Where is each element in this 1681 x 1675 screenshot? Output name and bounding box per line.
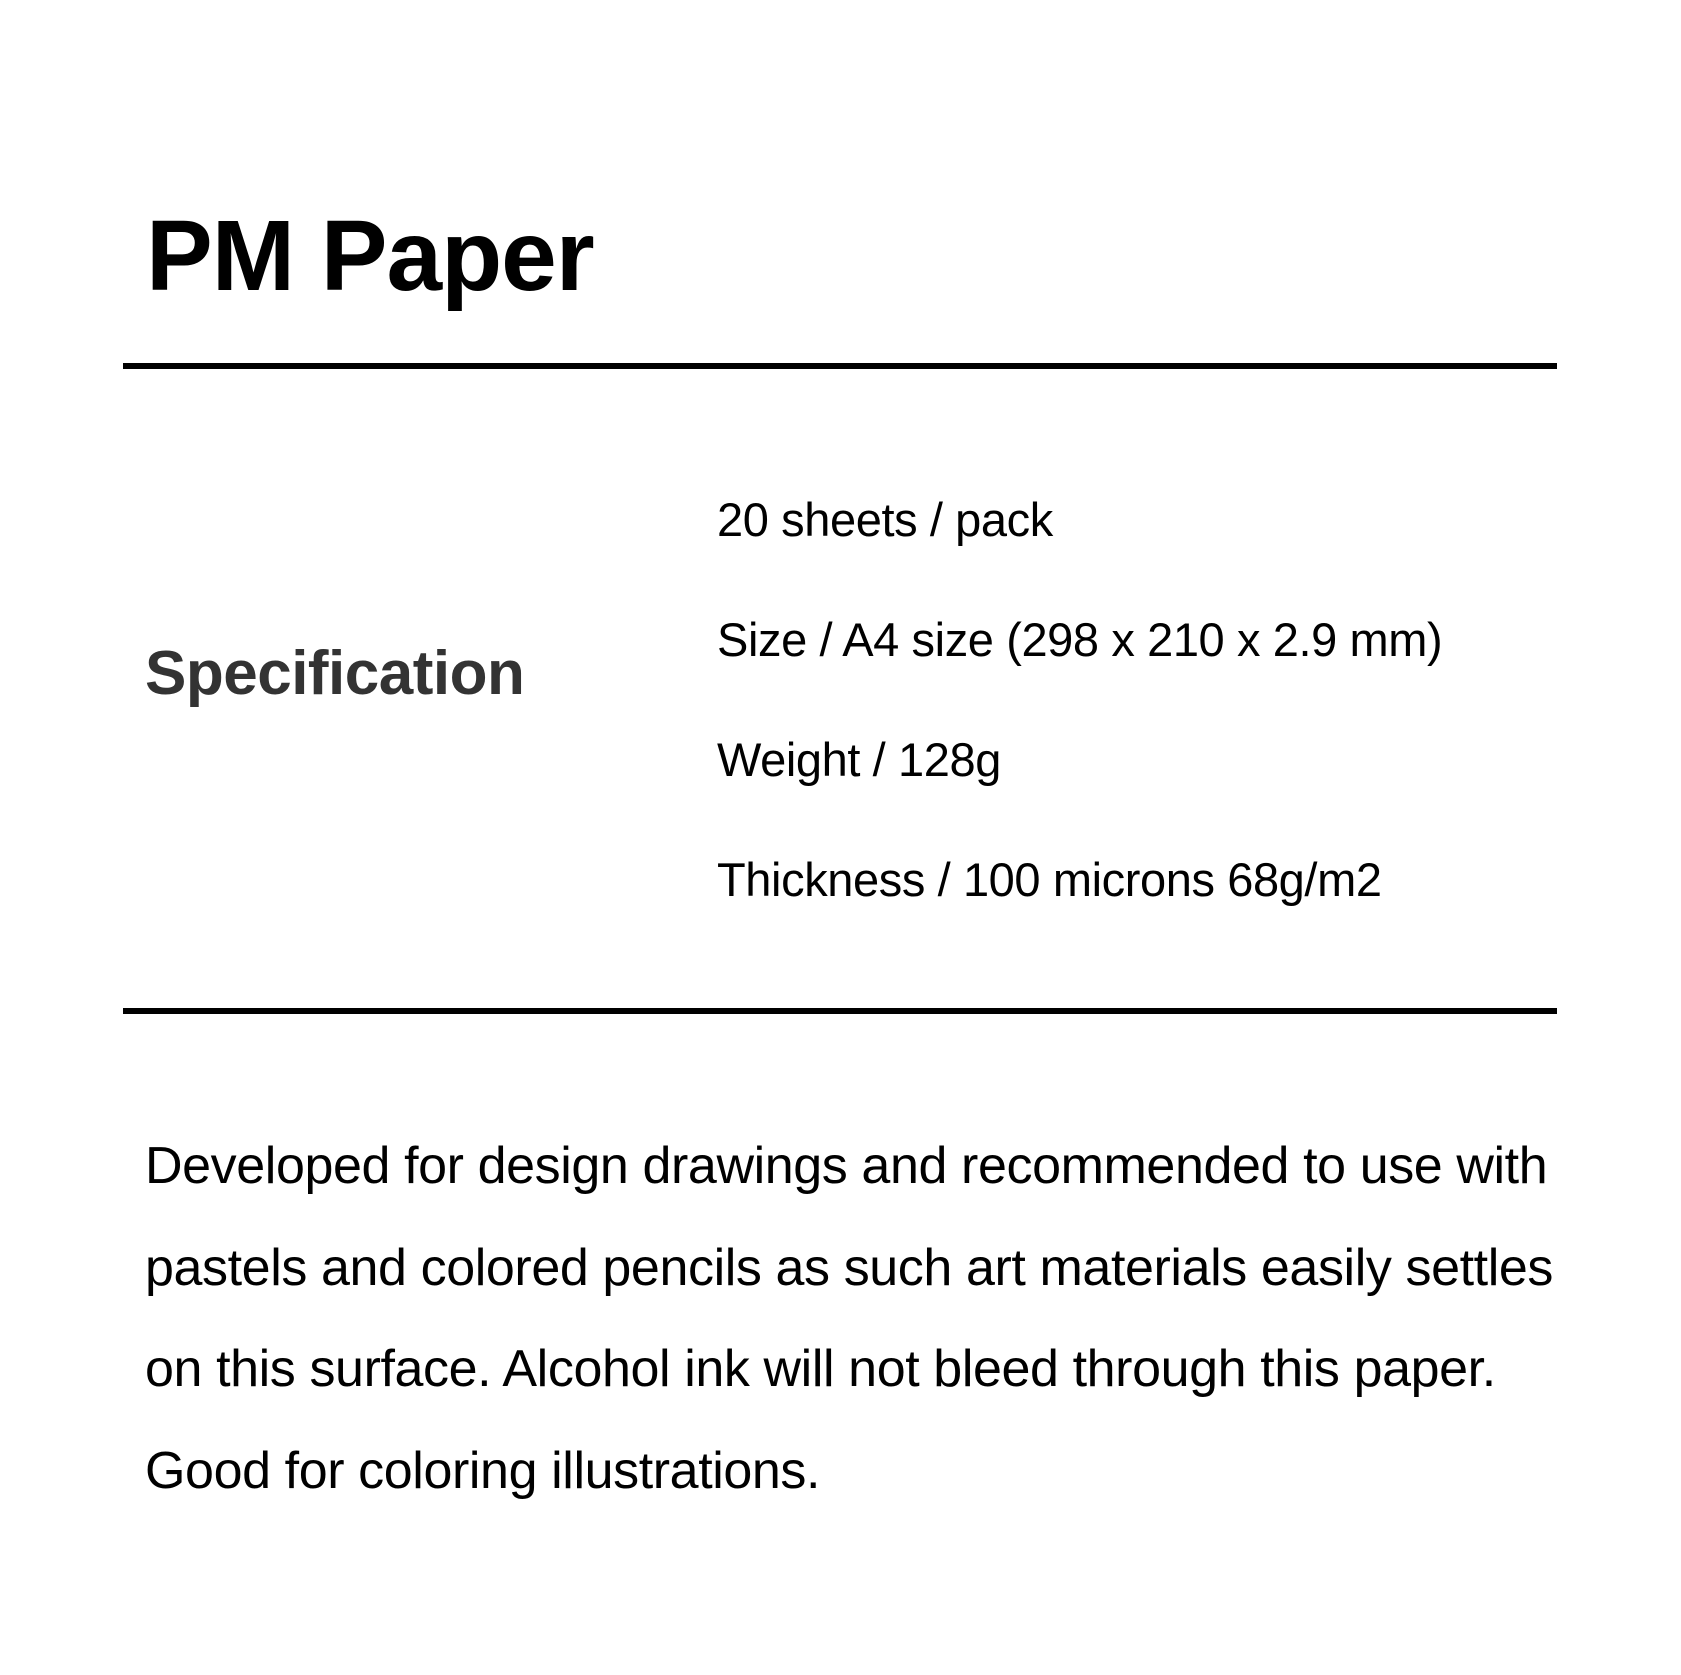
spec-item-weight: Weight / 128g	[717, 733, 1001, 786]
top-divider	[123, 363, 1557, 369]
specification-list	[717, 460, 1442, 940]
specification-label: Specification	[145, 639, 525, 708]
spec-item-size: Size / A4 size (298 x 210 x 2.9 mm)	[717, 613, 1443, 666]
product-description: Developed for design drawings and recommended to use with pastels and colored pencils as such art materials easily settles on this surface. Alcohol ink will not bleed through this paper. Good for coloring illustrations.	[145, 1137, 1553, 1500]
product-title: PM Paper	[146, 200, 594, 312]
spec-item-pack: 20 sheets / pack	[717, 493, 1053, 546]
bottom-divider	[123, 1008, 1557, 1014]
spec-item-thickness: Thickness / 100 microns 68g/m2	[717, 853, 1382, 906]
